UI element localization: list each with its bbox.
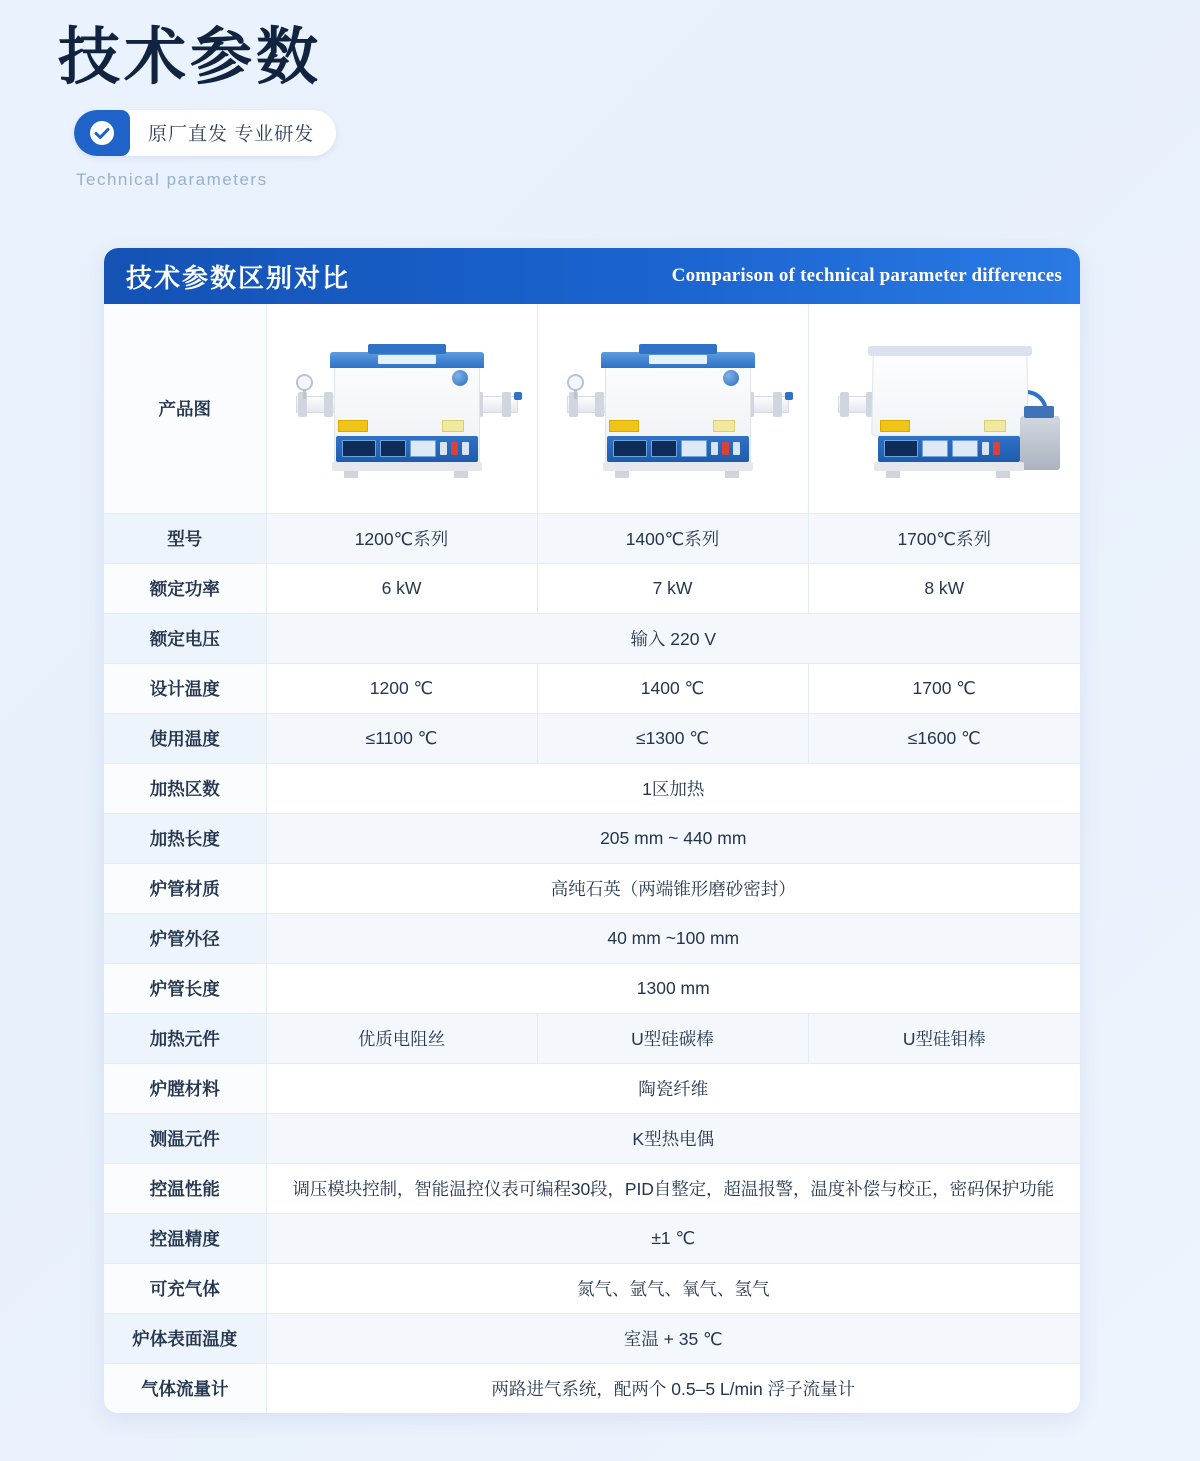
table-row <box>104 1114 1080 1164</box>
tube-furnace-1200-image <box>282 334 522 484</box>
row-label: 炉膛材料 <box>104 1064 266 1114</box>
row-value-merged: 高纯石英（两端锥形磨砂密封） <box>266 864 1080 914</box>
row-label: 可充气体 <box>104 1264 266 1314</box>
table-row <box>104 1064 1080 1114</box>
row-value-merged: 40 mm ~100 mm <box>266 914 1080 964</box>
table-row <box>104 1214 1080 1264</box>
table-row <box>104 664 1080 714</box>
page-title: 技术参数 <box>58 20 323 93</box>
row-label: 炉体表面温度 <box>104 1314 266 1364</box>
row-value: 1700 ℃ <box>808 664 1080 714</box>
row-value-merged: 室温 + 35 ℃ <box>266 1314 1080 1364</box>
product-image-cell-1 <box>266 304 537 514</box>
page-header <box>0 0 1200 190</box>
row-label: 炉管外径 <box>104 914 266 964</box>
table-row <box>104 564 1080 614</box>
row-value-merged: 调压模块控制，智能温控仪表可编程30段，PID自整定，超温报警，温度补偿与校正，密码保护功能 <box>266 1164 1080 1214</box>
spec-card <box>104 248 1080 1413</box>
row-value-merged: 氮气、氩气、氧气、氢气 <box>266 1264 1080 1314</box>
table-row <box>104 964 1080 1014</box>
row-value: 1400℃系列 <box>537 514 808 564</box>
table-row <box>104 1264 1080 1314</box>
row-label: 设计温度 <box>104 664 266 714</box>
row-value: ≤1100 ℃ <box>266 714 537 764</box>
row-value-merged: 1300 mm <box>266 964 1080 1014</box>
row-label: 加热长度 <box>104 814 266 864</box>
row-label: 加热元件 <box>104 1014 266 1064</box>
table-row <box>104 764 1080 814</box>
spec-table-body <box>104 304 1080 1413</box>
spec-table <box>104 304 1080 1413</box>
badge-label: 原厂直发 专业研发 <box>148 124 315 145</box>
spec-card-title-cn: 技术参数区别对比 <box>126 263 351 294</box>
row-value: U型硅碳棒 <box>537 1014 808 1064</box>
row-value-merged: 1区加热 <box>266 764 1080 814</box>
row-label: 使用温度 <box>104 714 266 764</box>
table-row-product-image <box>104 304 1080 514</box>
row-label: 控温性能 <box>104 1164 266 1214</box>
row-value-merged: ±1 ℃ <box>266 1214 1080 1264</box>
row-label-product-image: 产品图 <box>104 304 266 514</box>
row-value: 优质电阻丝 <box>266 1014 537 1064</box>
table-row <box>104 1314 1080 1364</box>
check-circle-icon <box>74 110 130 156</box>
row-value-merged: K型热电偶 <box>266 1114 1080 1164</box>
row-value: 7 kW <box>537 564 808 614</box>
table-row <box>104 1364 1080 1414</box>
row-label: 额定功率 <box>104 564 266 614</box>
row-label: 加热区数 <box>104 764 266 814</box>
row-label: 型号 <box>104 514 266 564</box>
page-subtitle: Technical parameters <box>76 169 268 189</box>
row-value: 1700℃系列 <box>808 514 1080 564</box>
row-label: 炉管材质 <box>104 864 266 914</box>
spec-card-header <box>104 248 1080 304</box>
status-badge <box>74 110 336 156</box>
row-value: 1400 ℃ <box>537 664 808 714</box>
table-row <box>104 864 1080 914</box>
row-value-merged: 输入 220 V <box>266 614 1080 664</box>
row-label: 额定电压 <box>104 614 266 664</box>
table-row <box>104 714 1080 764</box>
tube-furnace-1700-vacuum-image <box>824 334 1064 484</box>
row-value-merged: 两路进气系统，配两个 0.5–5 L/min 浮子流量计 <box>491 1379 856 1399</box>
row-label: 炉管长度 <box>104 964 266 1014</box>
row-value: 6 kW <box>266 564 537 614</box>
product-image-cell-2 <box>537 304 808 514</box>
row-value-merged: 陶瓷纤维 <box>266 1064 1080 1114</box>
row-value: ≤1600 ℃ <box>808 714 1080 764</box>
row-value-merged: 205 mm ~ 440 mm <box>266 814 1080 864</box>
spec-card-title-en: Comparison of technical parameter differences <box>671 265 1062 286</box>
table-row <box>104 1164 1080 1214</box>
table-row <box>104 614 1080 664</box>
row-value: 1200℃系列 <box>266 514 537 564</box>
row-value: 8 kW <box>808 564 1080 614</box>
row-value: U型硅钼棒 <box>808 1014 1080 1064</box>
row-value: ≤1300 ℃ <box>537 714 808 764</box>
badge-row <box>74 110 1200 156</box>
row-value: 1200 ℃ <box>266 664 537 714</box>
row-label: 控温精度 <box>104 1214 266 1264</box>
table-row <box>104 1014 1080 1064</box>
tube-furnace-1400-image <box>553 334 793 484</box>
table-row <box>104 914 1080 964</box>
row-label: 测温元件 <box>104 1114 266 1164</box>
table-row <box>104 814 1080 864</box>
product-image-cell-3 <box>808 304 1080 514</box>
row-label: 气体流量计 <box>104 1364 266 1414</box>
table-row <box>104 514 1080 564</box>
